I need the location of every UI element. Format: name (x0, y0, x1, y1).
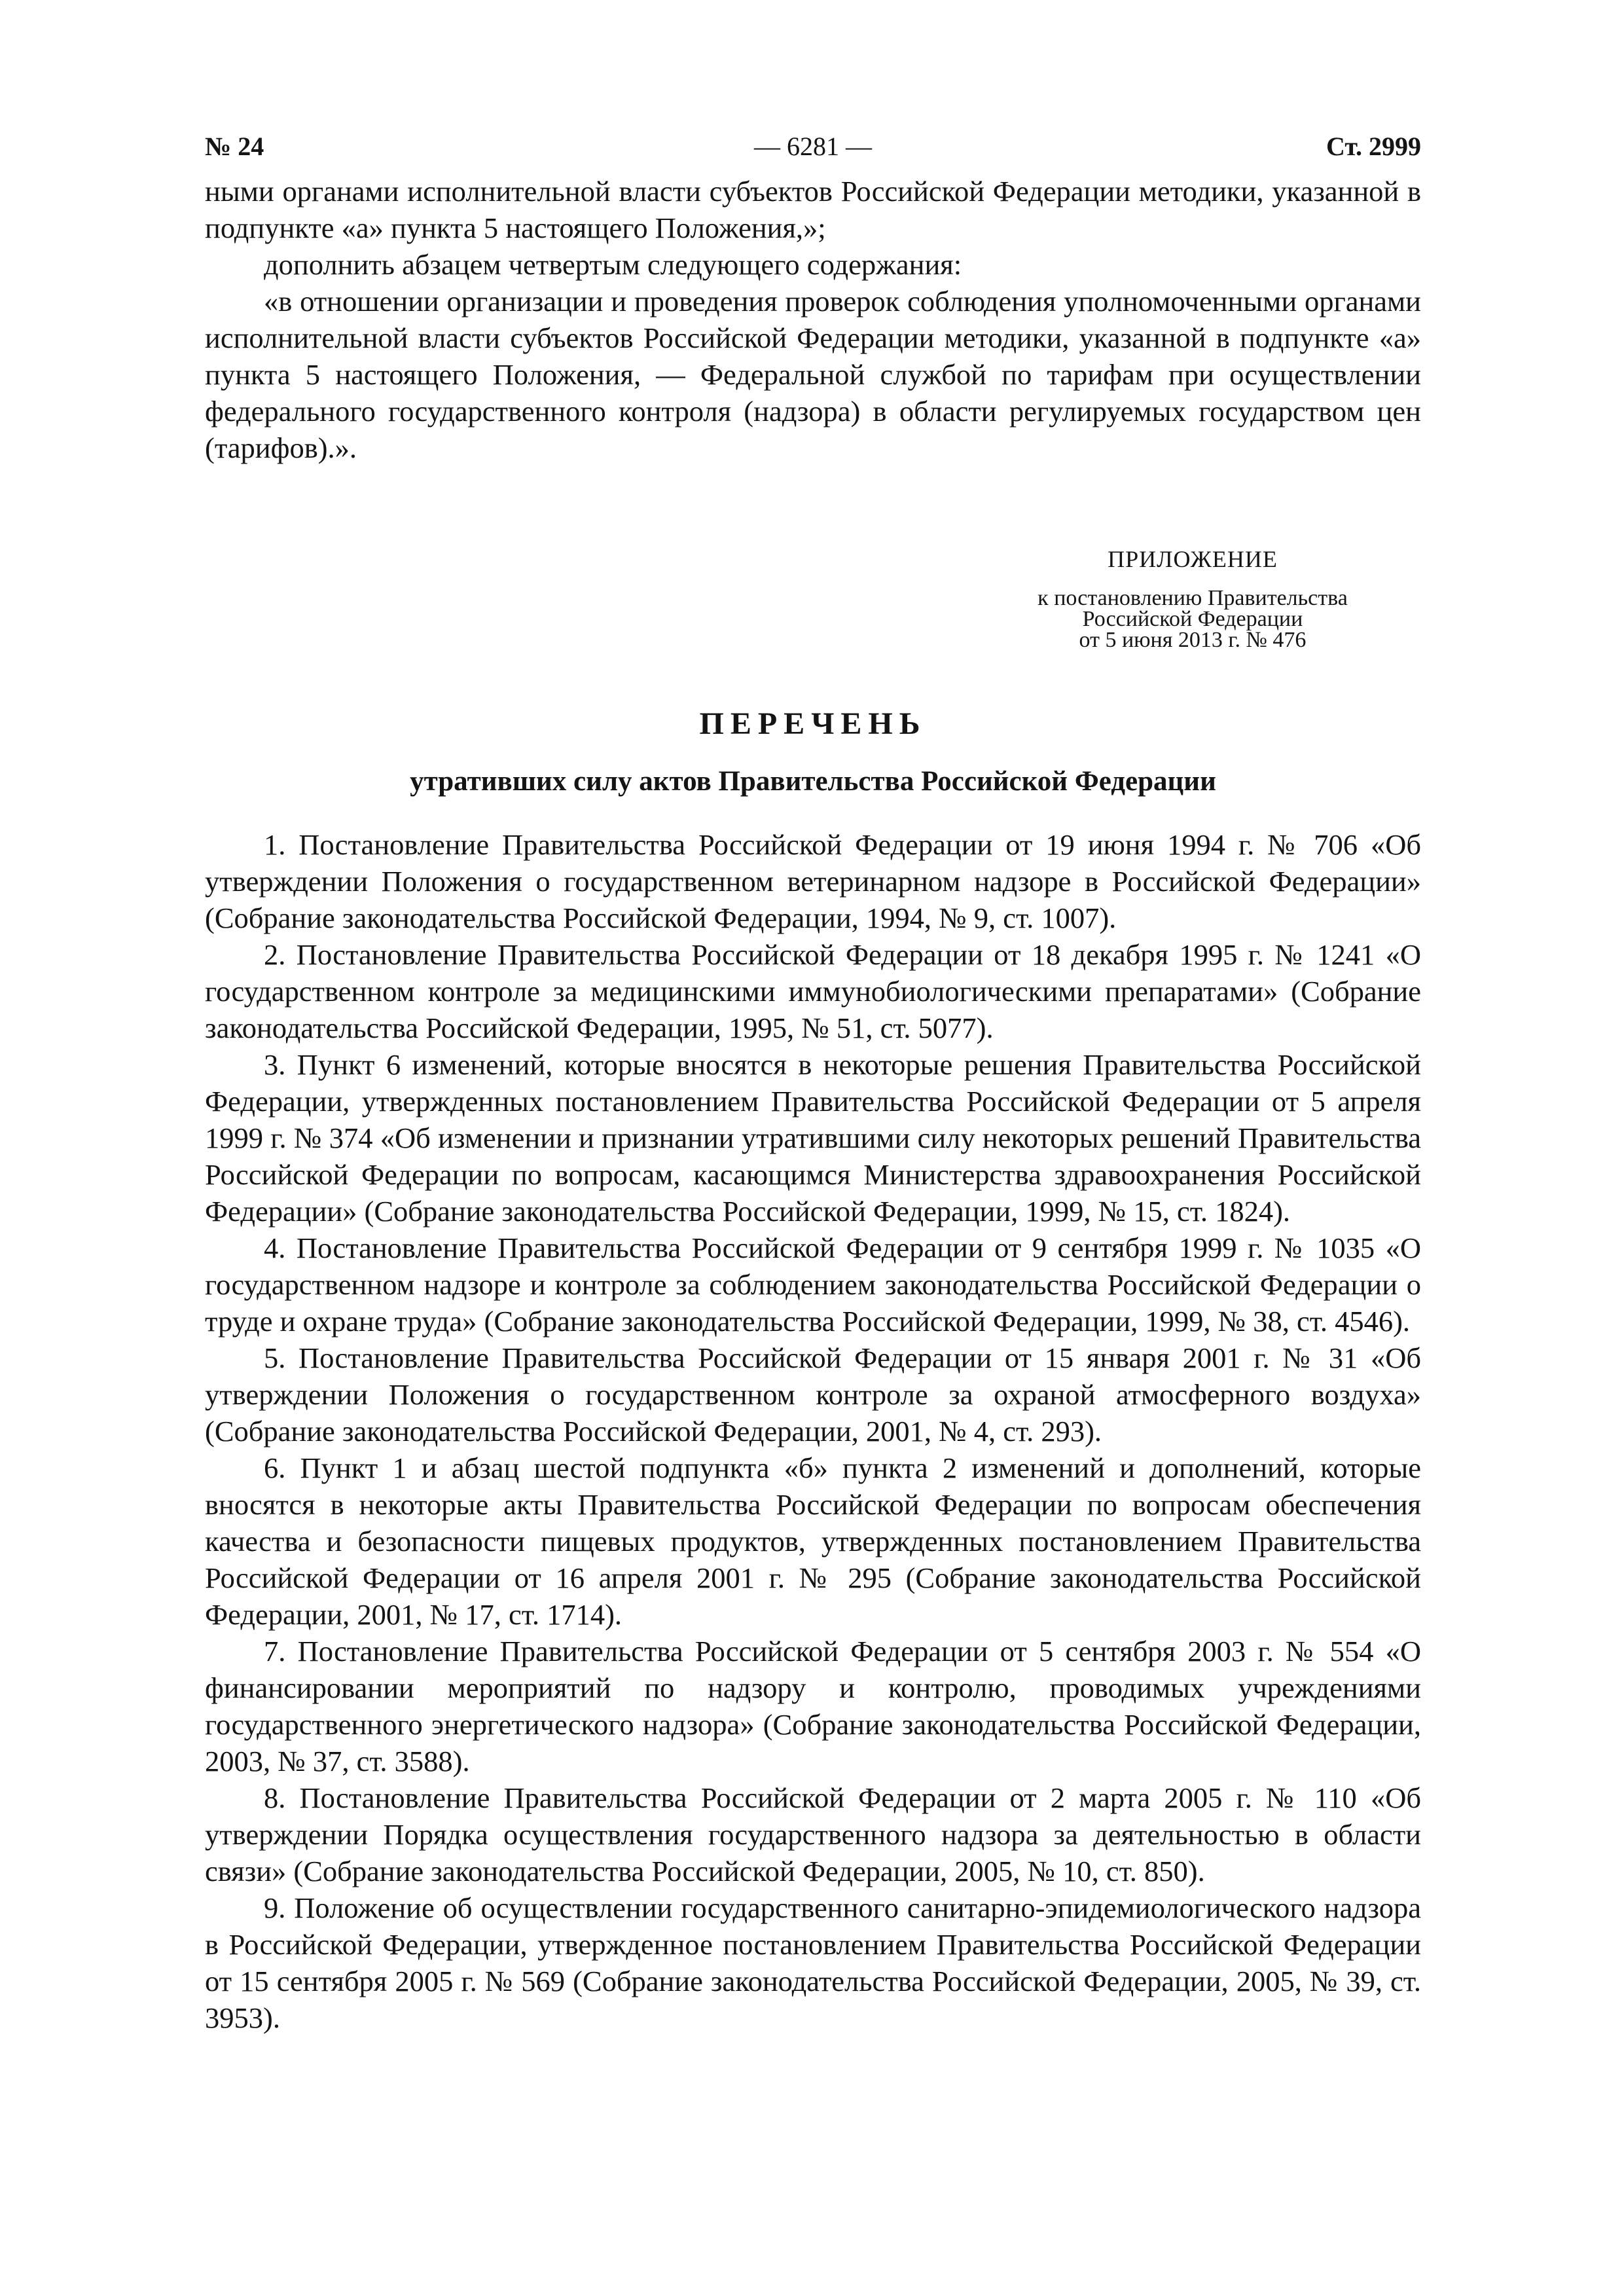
list-item: 8. Постановление Правительства Российской Федерации от 2 марта 2005 г. № 110 «Об утверждении Порядка осуществления государственного надзора за деятельностью в области связи» (Собрание законодательства Российской Федерации, 2005, № 10, ст. 850). (205, 1781, 1421, 1887)
intro-paragraph-quote: «в отношении организации и проведения проверок соблюдения уполномоченными органами исполнительной власти субъектов Российской Федерации методики, указанной в подпункте «а» пункта 5 настоящего Положения, — Федеральной службой по тарифам при осуществлении федерального государственного контроля (надзора) в области регулируемых государством цен (тарифов).». (205, 285, 1421, 464)
appendix-line: Российской Федерации (1082, 607, 1303, 631)
appendix-line: от 5 июня 2013 г. № 476 (1079, 628, 1307, 652)
document-page (205, 131, 1421, 2036)
article-number: Ст. 2999 (1326, 132, 1421, 161)
running-header (205, 131, 1421, 173)
list-item: 1. Постановление Правительства Российской Федерации от 19 июня 1994 г. № 706 «Об утверждении Положения о государственном ветеринарном надзоре в Российской Федерации» (Собрание законодательства Российской Федерации, 1994, № 9, ст. 1007). (205, 828, 1421, 934)
intro-paragraph-instruction: дополнить абзацем четвертым следующего содержания: (264, 248, 962, 281)
appendix-line: к постановлению Правительства (1038, 586, 1348, 610)
list-item: 2. Постановление Правительства Российской Федерации от 18 декабря 1995 г. № 1241 «О государственном контроле за медицинскими иммунобиологическими препаратами» (Собрание законодательства Российской Федерации, 1995, № 51, ст. 5077). (205, 938, 1421, 1044)
issue-number: № 24 (205, 132, 264, 161)
list-item: 4. Постановление Правительства Российской Федерации от 9 сентября 1999 г. № 1035 «О государственном надзоре и контроле за соблюдением законодательства Российской Федерации о труде и охране труда» (Собрание законодательства Российской Федерации, 1999, № 38, ст. 4546). (205, 1231, 1421, 1338)
appendix-block (964, 546, 1421, 652)
list-title: ПЕРЕЧЕНЬ (699, 706, 927, 741)
list-item: 9. Положение об осуществлении государственного санитарно-эпидемиологического надзора в Российской Федерации, утвержденное постановлением Правительства Российской Федерации от 15 сентября 2005 г. № 569 (Собрание законодательства Российской Федерации, 2005, № 39, ст. 3953). (205, 1891, 1421, 2034)
appendix-label: ПРИЛОЖЕНИЕ (1108, 546, 1278, 572)
list-item: 3. Пункт 6 изменений, которые вносятся в некоторые решения Правительства Российской Федерации, утвержденных постановлением Правительства Российской Федерации от 5 апреля 1999 г. № 374 «Об изменении и признании утратившими силу некоторых решений Правительства Российской Федерации по вопросам, касающимся Министерства здравоохранения Российской Федерации» (Собрание законодательства Российской Федерации, 1999, № 15, ст. 1824). (205, 1048, 1421, 1228)
intro-paragraph-continuation: ными органами исполнительной власти субъектов Российской Федерации методики, указанной в подпункте «а» пункта 5 настоящего Положения,»; (205, 175, 1421, 244)
page-number: — 6281 — (754, 132, 872, 161)
list-item: 5. Постановление Правительства Российской Федерации от 15 января 2001 г. № 31 «Об утверждении Положения о государственном контроле за охраной атмосферного воздуха» (Собрание законодательства Российской Федерации, 2001, № 4, ст. 293). (205, 1341, 1421, 1448)
list-item: 7. Постановление Правительства Российской Федерации от 5 сентября 2003 г. № 554 «О финансировании мероприятий по надзору и контролю, проводимых учреждениями государственного энергетического надзора» (Собрание законодательства Российской Федерации, 2003, № 37, ст. 3588). (205, 1635, 1421, 1777)
list-item: 6. Пункт 1 и абзац шестой подпункта «б» пункта 2 изменений и дополнений, которые вносятся в некоторые акты Правительства Российской Федерации по вопросам обеспечения качества и безопасности пищевых продуктов, утвержденных постановлением Правительства Российской Федерации от 16 апреля 2001 г. № 295 (Собрание законодательства Российской Федерации, 2001, № 17, ст. 1714). (205, 1451, 1421, 1631)
list-subtitle: утративших силу актов Правительства Российской Федерации (410, 766, 1216, 797)
